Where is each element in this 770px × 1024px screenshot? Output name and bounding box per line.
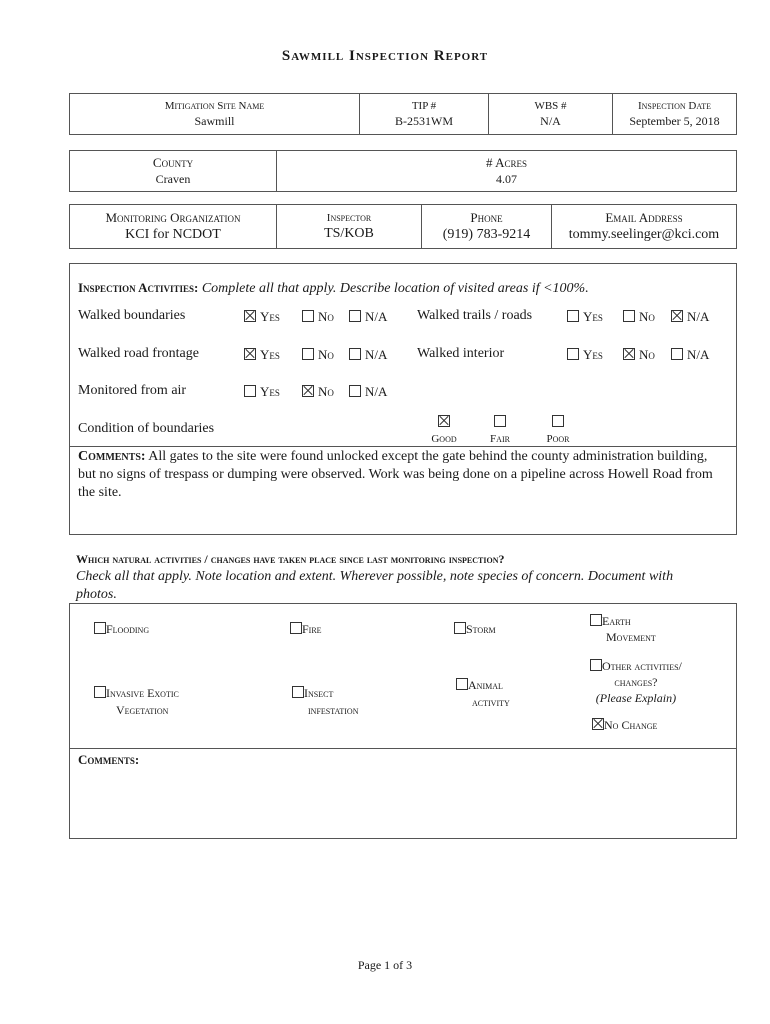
other-activities-option[interactable]: Other activities/ changes? (Please Explain) (590, 658, 682, 706)
walked-boundaries-no[interactable]: No (302, 309, 334, 325)
checkbox-icon[interactable] (454, 622, 466, 634)
checkbox-icon[interactable] (94, 622, 106, 634)
monitored-from-air-no[interactable]: No (302, 384, 334, 400)
inspection-date-value: September 5, 2018 (629, 114, 720, 128)
organization-cell (70, 205, 277, 248)
checkbox-icon[interactable] (456, 678, 468, 690)
condition-fair[interactable]: Fair (482, 413, 518, 445)
inspection-date-cell (613, 94, 736, 134)
insect-infestation-option[interactable]: Insect infestation (292, 685, 358, 719)
walked-road-frontage-na[interactable]: N/A (349, 347, 387, 363)
inspection-heading-row (78, 280, 728, 297)
invasive-exotic-vegetation-option[interactable]: Invasive Exotic Vegetation (94, 685, 179, 719)
condition-poor[interactable]: Poor (540, 413, 576, 445)
checkbox-icon[interactable] (671, 348, 683, 360)
page-number: Page 1 of 3 (357, 958, 413, 972)
checkbox-icon[interactable] (494, 415, 506, 427)
header-row (69, 93, 737, 135)
county-row (69, 150, 737, 192)
walked-boundaries-label: Walked boundaries (78, 308, 186, 323)
county-cell (70, 151, 277, 191)
checkbox-checked-icon[interactable] (302, 385, 314, 397)
site-name-cell (70, 94, 360, 134)
checkbox-icon[interactable] (567, 348, 579, 360)
checkbox-checked-icon[interactable] (244, 310, 256, 322)
condition-of-boundaries-label: Condition of boundaries (78, 421, 215, 436)
email-value: tommy.seelinger@kci.com (568, 226, 720, 242)
inspection-instruction: Complete all that apply. Describe location of visited areas if <100%. (201, 281, 589, 296)
checkbox-icon[interactable] (349, 310, 361, 322)
site-name-label: Mitigation Site Name (164, 100, 265, 112)
acres-value: 4.07 (496, 172, 517, 186)
walked-interior-na[interactable]: N/A (671, 347, 709, 363)
divider (70, 748, 736, 749)
inspection-date-label: Inspection Date (637, 100, 712, 112)
natural-instruction: Check all that apply. Note location and extent. Wherever possible, note species of concern. Document with photos. (76, 569, 674, 602)
monitored-from-air-label: Monitored from air (78, 383, 187, 398)
checkbox-icon[interactable] (302, 310, 314, 322)
checkbox-checked-icon[interactable] (623, 348, 635, 360)
checkbox-icon[interactable] (552, 415, 564, 427)
fire-option[interactable]: Fire (290, 622, 322, 637)
acres-label: # Acres (486, 155, 527, 170)
walked-interior-yes[interactable]: Yes (567, 347, 603, 363)
checkbox-icon[interactable] (94, 686, 106, 698)
tip-label: TIP # (411, 100, 437, 112)
checkbox-checked-icon[interactable] (438, 415, 450, 427)
animal-activity-option[interactable]: Animal activity (456, 677, 510, 711)
inspector-value: TS/KOB (324, 225, 374, 241)
checkbox-icon[interactable] (349, 385, 361, 397)
monitored-from-air-yes[interactable]: Yes (244, 384, 280, 400)
checkbox-icon[interactable] (590, 614, 602, 626)
tip-value: B-2531WM (395, 114, 453, 128)
organization-row (69, 204, 737, 249)
walked-trails-yes[interactable]: Yes (567, 309, 603, 325)
flooding-option[interactable]: Flooding (94, 622, 149, 637)
checkbox-icon[interactable] (349, 348, 361, 360)
email-label: Email Address (605, 209, 683, 225)
checkbox-checked-icon[interactable] (592, 718, 604, 730)
phone-label: Phone (470, 209, 503, 225)
walked-interior-label: Walked interior (417, 346, 505, 361)
no-change-option[interactable]: No Change (592, 718, 657, 733)
walked-interior-no[interactable]: No (623, 347, 655, 363)
walked-boundaries-yes[interactable]: Yes (244, 309, 280, 325)
earth-movement-option[interactable]: Earth Movement (590, 613, 656, 645)
inspection-comments (78, 448, 728, 502)
phone-value: (919) 783-9214 (442, 226, 531, 242)
walked-trails-na[interactable]: N/A (671, 309, 709, 325)
site-name-value: Sawmill (194, 114, 235, 128)
checkbox-icon[interactable] (567, 310, 579, 322)
walked-road-frontage-no[interactable]: No (302, 347, 334, 363)
inspector-label: Inspector (326, 211, 372, 224)
inspection-comments-label: Comments: (78, 449, 146, 464)
checkbox-icon[interactable] (244, 385, 256, 397)
walked-road-frontage-label: Walked road frontage (78, 346, 199, 361)
checkbox-icon[interactable] (292, 686, 304, 698)
inspector-cell (277, 205, 422, 248)
organization-label: Monitoring Organization (105, 209, 241, 225)
checkbox-icon[interactable] (302, 348, 314, 360)
natural-heading: Which natural activities / changes have taken place since last monitoring inspection? (76, 552, 505, 566)
checkbox-checked-icon[interactable] (244, 348, 256, 360)
county-value: Craven (155, 172, 191, 186)
monitored-from-air-na[interactable]: N/A (349, 384, 387, 400)
natural-activities-section (69, 603, 737, 839)
condition-good[interactable]: Good (426, 413, 462, 445)
email-cell (552, 205, 736, 248)
walked-road-frontage-yes[interactable]: Yes (244, 347, 280, 363)
storm-option[interactable]: Storm (454, 622, 496, 637)
tip-cell (360, 94, 489, 134)
organization-value: KCI for NCDOT (125, 226, 221, 242)
acres-cell (277, 151, 736, 191)
walked-boundaries-na[interactable]: N/A (349, 309, 387, 325)
county-label: County (152, 155, 194, 170)
wbs-label: WBS # (534, 100, 567, 112)
walked-trails-no[interactable]: No (623, 309, 655, 325)
divider (70, 446, 736, 447)
natural-comments-label: Comments: (78, 752, 140, 767)
inspection-comments-text: All gates to the site were found unlocked except the gate behind the county administration building, but no signs of trespass or dumping were observed. Work was being done on a pipeline across Howell Road from the site. (78, 449, 713, 500)
checkbox-icon[interactable] (623, 310, 635, 322)
checkbox-icon[interactable] (590, 659, 602, 671)
checkbox-checked-icon[interactable] (671, 310, 683, 322)
inspection-heading: Inspection Activities: (78, 280, 199, 295)
wbs-cell (489, 94, 613, 134)
report-title: Sawmill Inspection Report (281, 48, 489, 64)
phone-cell (422, 205, 552, 248)
walked-trails-label: Walked trails / roads (417, 308, 533, 323)
checkbox-icon[interactable] (290, 622, 302, 634)
inspection-activities-section (69, 263, 737, 535)
wbs-value: N/A (540, 114, 561, 128)
